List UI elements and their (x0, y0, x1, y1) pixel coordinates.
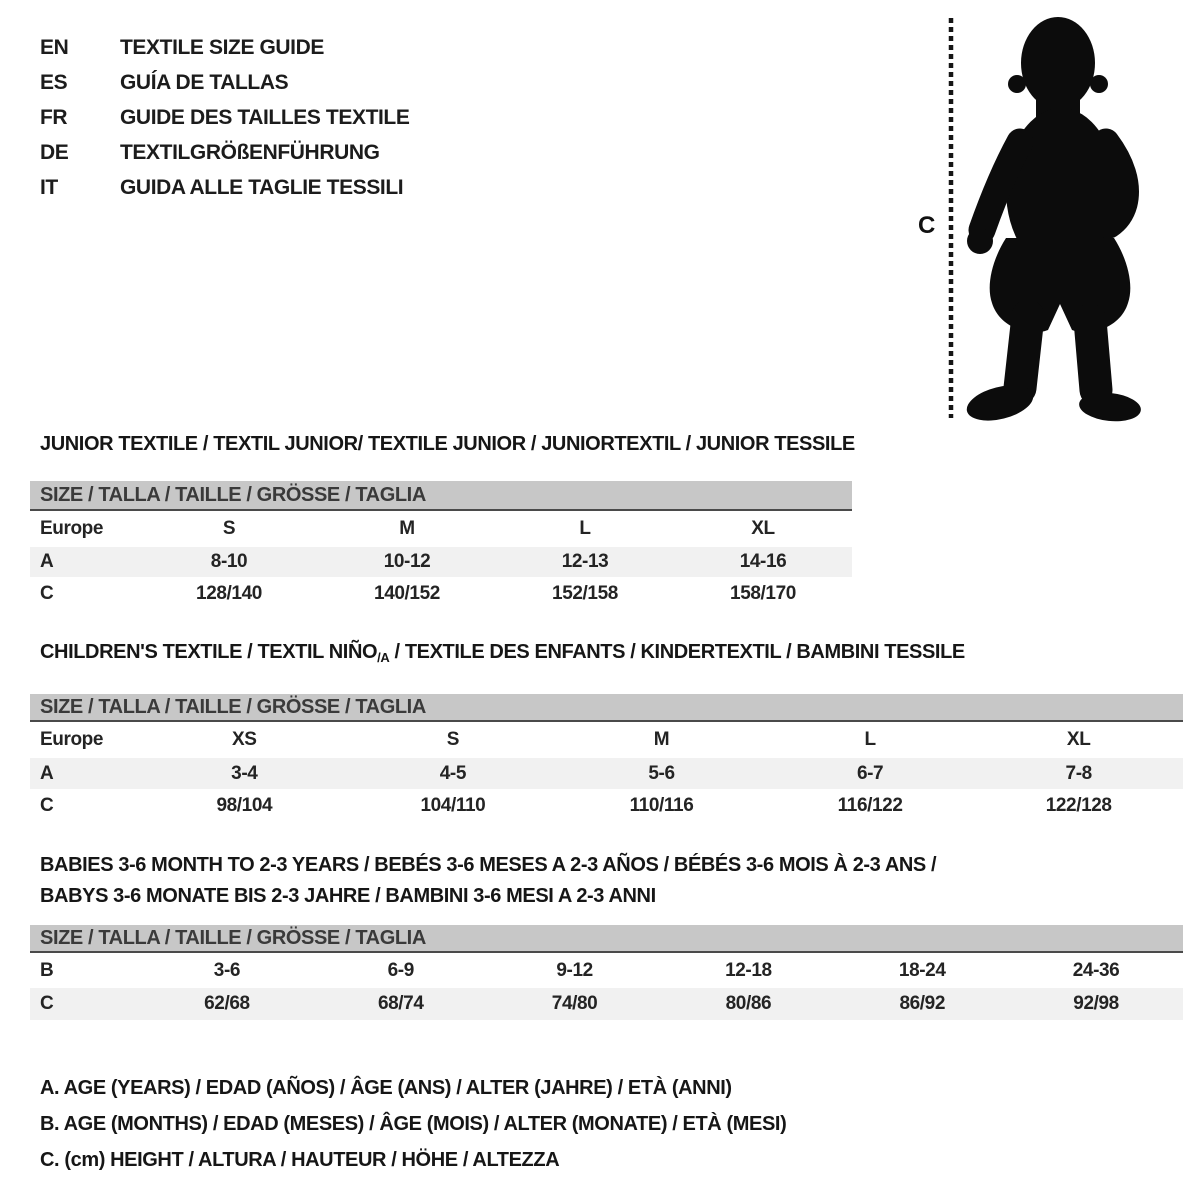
children-size-row (30, 722, 1183, 758)
value-cell: 3-4 (231, 762, 258, 784)
children-size-table (30, 694, 1183, 823)
height-label: C (918, 212, 935, 239)
babies-title-line2: BABYS 3-6 MONATE BIS 2-3 JAHRE / BAMBINI 3-6 MESI A 2-3 ANNI (40, 885, 656, 907)
value-cell: 74/80 (551, 993, 598, 1014)
babies-title-line1: BABIES 3-6 MONTH TO 2-3 YEARS / BEBÉS 3-6 MESES A 2-3 AÑOS / BÉBÉS 3-6 MOIS À 2-3 ANS / (40, 854, 937, 876)
row-label: C (40, 795, 54, 816)
lang-row-es (40, 65, 409, 100)
value-cell: 140/152 (374, 583, 440, 604)
value-cell: 152/158 (552, 583, 618, 604)
size-cell: XL (751, 518, 775, 539)
babies-height-row (30, 988, 1183, 1020)
value-cell: 110/116 (629, 795, 694, 816)
row-label: A (40, 551, 54, 572)
measure-legend (40, 1070, 786, 1178)
row-label: C (40, 583, 54, 604)
size-header-text: SIZE / TALLA / TAILLE / GRÖSSE / TAGLIA (40, 926, 426, 949)
children-title-prefix: CHILDREN'S TEXTILE / TEXTIL NIÑO (40, 641, 378, 663)
value-cell: 92/98 (1073, 993, 1119, 1014)
junior-size-table (30, 481, 852, 611)
value-cell: 14-16 (739, 551, 787, 572)
value-cell: 122/128 (1045, 795, 1112, 816)
legend-line-b: B. AGE (MONTHS) / EDAD (MESES) / ÂGE (MOIS) / ALTER (MONATE) / ETÀ (MESI) (40, 1113, 787, 1135)
children-title-sub: /A (377, 650, 390, 665)
junior-age-row (30, 547, 852, 577)
junior-height-row (30, 577, 852, 611)
value-cell: 6-7 (856, 762, 884, 784)
legend-line-a: A. AGE (YEARS) / EDAD (AÑOS) / ÂGE (ANS) / ALTER (JAHRE) / ETÀ (ANNI) (40, 1077, 732, 1099)
lang-title: TEXTILE SIZE GUIDE (120, 36, 324, 59)
lang-title: GUÍA DE TALLAS (120, 71, 289, 94)
size-header-bar (30, 925, 1183, 953)
value-cell: 24-36 (1072, 959, 1120, 981)
lang-title: GUIDA ALLE TAGLIE TESSILI (120, 176, 404, 199)
value-cell: 86/92 (899, 993, 945, 1014)
lang-row-it (40, 170, 409, 205)
size-cell: M (399, 518, 415, 539)
value-cell: 7-8 (1065, 762, 1092, 784)
size-cell: XS (232, 729, 257, 750)
size-cell: S (222, 518, 236, 539)
children-height-row (30, 789, 1183, 823)
size-header-bar (30, 481, 852, 511)
size-cell: M (653, 729, 670, 750)
value-cell: 9-12 (556, 959, 593, 981)
lang-row-fr (40, 100, 409, 135)
language-title-list (40, 30, 409, 205)
value-cell: 5-6 (648, 762, 675, 784)
row-label: B (40, 959, 54, 981)
value-cell: 12-13 (561, 551, 609, 572)
value-cell: 158/170 (730, 583, 796, 604)
value-cell: 116/122 (837, 795, 903, 816)
babies-size-table (30, 925, 1183, 1020)
size-header-text: SIZE / TALLA / TAILLE / GRÖSSE / TAGLIA (40, 483, 426, 506)
size-cell: L (864, 729, 876, 750)
babies-section-title (40, 850, 936, 912)
lang-code: ES (40, 71, 68, 94)
region-label: Europe (40, 518, 104, 539)
lang-code: EN (40, 36, 69, 59)
value-cell: 10-12 (383, 551, 431, 572)
junior-size-row (30, 511, 852, 547)
size-header-bar (30, 694, 1183, 722)
value-cell: 68/74 (377, 993, 424, 1014)
size-cell: XL (1066, 729, 1091, 750)
lang-row-en (40, 30, 409, 65)
value-cell: 98/104 (216, 795, 273, 816)
value-cell: 12-18 (725, 959, 772, 981)
baby-figure (880, 0, 1200, 440)
value-cell: 62/68 (204, 993, 250, 1014)
value-cell: 18-24 (898, 959, 946, 981)
children-title-suffix: / TEXTILE DES ENFANTS / KINDERTEXTIL / BAMBINI TESSILE (389, 641, 965, 663)
value-cell: 128/140 (196, 583, 262, 604)
size-cell: S (446, 729, 460, 750)
children-age-row (30, 758, 1183, 789)
lang-title: TEXTILGRÖßENFÜHRUNG (120, 141, 380, 164)
region-label: Europe (40, 729, 104, 750)
legend-line-c: C. (cm) HEIGHT / ALTURA / HAUTEUR / HÖHE / ALTEZZA (40, 1149, 560, 1171)
lang-code: FR (40, 106, 68, 129)
value-cell: 104/110 (420, 795, 486, 816)
lang-title: GUIDE DES TAILLES TEXTILE (120, 106, 410, 129)
row-label: C (40, 993, 54, 1014)
lang-row-de (40, 135, 409, 170)
children-section-title (40, 641, 965, 665)
size-header-text: SIZE / TALLA / TAILLE / GRÖSSE / TAGLIA (40, 695, 426, 718)
junior-section-title: JUNIOR TEXTILE / TEXTIL JUNIOR/ TEXTILE JUNIOR / JUNIORTEXTIL / JUNIOR TESSILE (40, 433, 855, 455)
value-cell: 80/86 (725, 993, 772, 1014)
value-cell: 4-5 (439, 762, 467, 784)
lang-code: IT (40, 176, 58, 199)
value-cell: 8-10 (210, 551, 248, 572)
value-cell: 3-6 (213, 959, 241, 981)
size-cell: L (579, 518, 591, 539)
row-label: A (40, 762, 54, 784)
lang-code: DE (40, 141, 69, 164)
value-cell: 6-9 (387, 959, 414, 981)
babies-age-row (30, 953, 1183, 988)
